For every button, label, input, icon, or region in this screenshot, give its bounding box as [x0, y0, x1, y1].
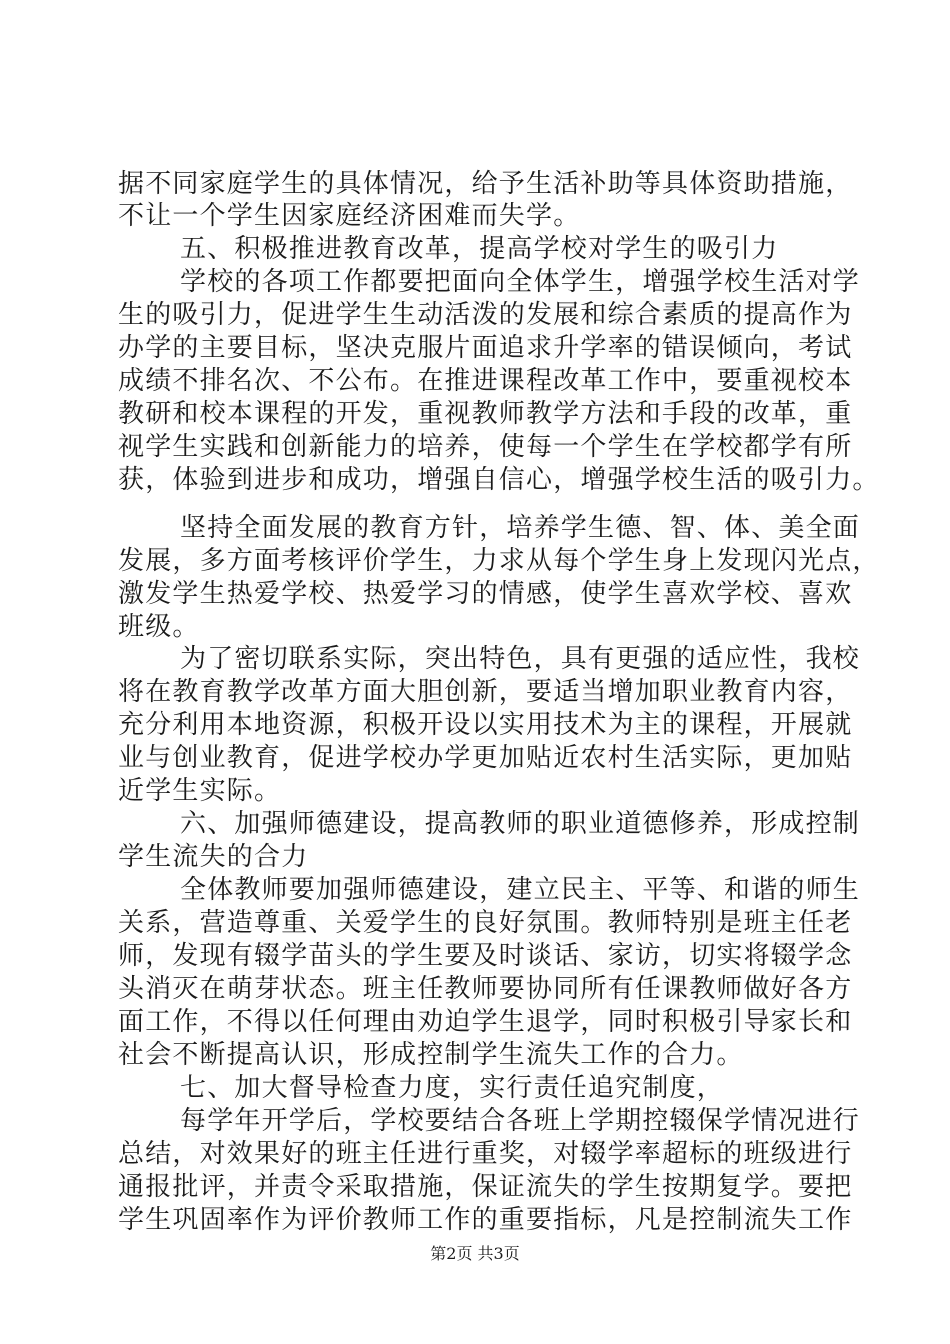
text-line: 充分利用本地资源，积极开设以实用技术为主的课程，开展就	[118, 710, 853, 740]
text-line: 将在教育教学改革方面大胆创新，要适当增加职业教育内容，	[118, 677, 853, 707]
text-line: 激发学生热爱学校、热爱学习的情感，使学生喜欢学校、喜欢	[118, 579, 853, 609]
text-line: 生的吸引力，促进学生生动活泼的发展和综合素质的提高作为	[118, 300, 853, 330]
text-line: 成绩不排名次、不公布。在推进课程改革工作中，要重视校本	[118, 366, 853, 396]
text-line: 关系，营造尊重、关爱学生的良好氛围。教师特别是班主任老	[118, 908, 853, 938]
text-line: 师，发现有辍学苗头的学生要及时谈话、家访，切实将辍学念	[118, 941, 853, 971]
text-line: 不让一个学生因家庭经济困难而失学。	[118, 201, 581, 231]
text-line: 办学的主要目标，坚决克服片面追求升学率的错误倾向，考试	[118, 333, 853, 363]
text-line: 通报批评，并责令采取措施，保证流失的学生按期复学。要把	[118, 1172, 853, 1202]
text-line: 教研和校本课程的开发，重视教师教学方法和手段的改革，重	[118, 399, 853, 429]
text-line: 近学生实际。	[118, 776, 282, 806]
text-line: 学生巩固率作为评价教师工作的重要指标，凡是控制流失工作	[118, 1205, 853, 1235]
section-heading: 五、积极推进教育改革，提高学校对学生的吸引力	[180, 234, 779, 264]
text-line: 据不同家庭学生的具体情况，给予生活补助等具体资助措施，	[118, 169, 853, 199]
text-line: 发展，多方面考核评价学生，力求从每个学生身上发现闪光点，	[118, 546, 880, 576]
section-heading: 六、加强师德建设，提高教师的职业道德修养，形成控制	[180, 809, 861, 839]
text-line: 全体教师要加强师德建设，建立民主、平等、和谐的师生	[180, 875, 861, 905]
text-line: 社会不断提高认识，形成控制学生流失工作的合力。	[118, 1040, 744, 1070]
text-line: 为了密切联系实际，突出特色，具有更强的适应性，我校	[180, 644, 861, 674]
text-line: 坚持全面发展的教育方针，培养学生德、智、体、美全面	[180, 513, 861, 543]
text-line: 获，体验到进步和成功，增强自信心，增强学校生活的吸引力。	[118, 465, 880, 495]
page-footer: 第2页 共3页	[430, 1244, 520, 1263]
text-line: 每学年开学后，学校要结合各班上学期控辍保学情况进行	[180, 1106, 861, 1136]
section-heading: 学生流失的合力	[118, 842, 309, 872]
text-line: 总结，对效果好的班主任进行重奖，对辍学率超标的班级进行	[118, 1139, 853, 1169]
text-line: 班级。	[118, 612, 200, 642]
text-line: 学校的各项工作都要把面向全体学生，增强学校生活对学	[180, 267, 861, 297]
section-heading: 七、加大督导检查力度，实行责任追究制度，	[180, 1073, 725, 1103]
text-line: 业与创业教育，促进学校办学更加贴近农村生活实际，更加贴	[118, 743, 853, 773]
text-line: 面工作，不得以任何理由劝迫学生退学，同时积极引导家长和	[118, 1007, 853, 1037]
text-line: 头消灭在萌芽状态。班主任教师要协同所有任课教师做好各方	[118, 974, 853, 1004]
text-line: 视学生实践和创新能力的培养，使每一个学生在学校都学有所	[118, 432, 853, 462]
